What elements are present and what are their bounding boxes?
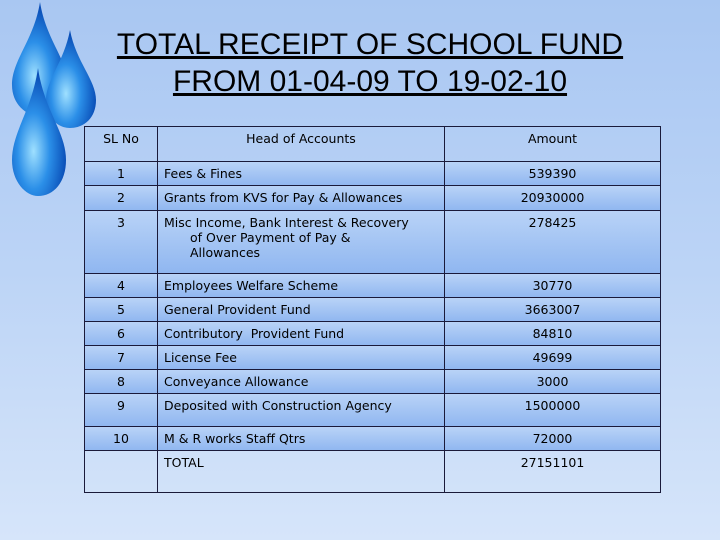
school-fund-table bbox=[84, 126, 661, 493]
sl-cell: 4 bbox=[85, 274, 158, 298]
head-cell: Deposited with Construction Agency bbox=[158, 394, 445, 427]
head-cell: M & R works Staff Qtrs bbox=[158, 427, 445, 451]
head-cell: General Provident Fund bbox=[158, 298, 445, 322]
sl-cell: 6 bbox=[85, 322, 158, 346]
amount-cell: 539390 bbox=[445, 162, 661, 186]
title-line-2: FROM 01-04-09 TO 19-02-10 bbox=[172, 65, 568, 98]
header-sl-no: SL No bbox=[85, 127, 158, 162]
table-row bbox=[85, 274, 661, 298]
sl-cell: 10 bbox=[85, 427, 158, 451]
table-row bbox=[85, 298, 661, 322]
head-text: Allowances bbox=[190, 245, 261, 260]
head-cell bbox=[158, 211, 445, 274]
table-row bbox=[85, 346, 661, 370]
amount-cell: 3000 bbox=[445, 370, 661, 394]
total-label: TOTAL bbox=[158, 451, 445, 493]
header-head-of-accounts: Head of Accounts bbox=[158, 127, 445, 162]
table-row bbox=[85, 427, 661, 451]
sl-cell: 8 bbox=[85, 370, 158, 394]
table-row bbox=[85, 394, 661, 427]
amount-cell: 84810 bbox=[445, 322, 661, 346]
title-line-1: TOTAL RECEIPT OF SCHOOL FUND bbox=[116, 28, 624, 61]
amount-cell: 1500000 bbox=[445, 394, 661, 427]
head-cell: License Fee bbox=[158, 346, 445, 370]
head-text: of Over Payment of Pay & bbox=[190, 230, 351, 245]
table-row bbox=[85, 162, 661, 186]
table-header-row bbox=[85, 127, 661, 162]
header-amount: Amount bbox=[445, 127, 661, 162]
head-cell: Employees Welfare Scheme bbox=[158, 274, 445, 298]
sl-cell: 2 bbox=[85, 186, 158, 211]
sl-cell: 5 bbox=[85, 298, 158, 322]
sl-cell: 7 bbox=[85, 346, 158, 370]
amount-cell: 30770 bbox=[445, 274, 661, 298]
head-cell: Contributory Provident Fund bbox=[158, 322, 445, 346]
empty-cell bbox=[85, 451, 158, 493]
sl-cell: 9 bbox=[85, 394, 158, 427]
table-row bbox=[85, 186, 661, 211]
table-row bbox=[85, 322, 661, 346]
amount-cell: 49699 bbox=[445, 346, 661, 370]
sl-cell: 3 bbox=[85, 211, 158, 274]
amount-cell: 3663007 bbox=[445, 298, 661, 322]
head-cell: Fees & Fines bbox=[158, 162, 445, 186]
amount-cell: 72000 bbox=[445, 427, 661, 451]
head-text: Misc Income, Bank Interest & Recovery bbox=[164, 215, 409, 230]
total-row bbox=[85, 451, 661, 493]
head-cell: Grants from KVS for Pay & Allowances bbox=[158, 186, 445, 211]
total-amount: 27151101 bbox=[445, 451, 661, 493]
head-cell: Conveyance Allowance bbox=[158, 370, 445, 394]
amount-cell: 278425 bbox=[445, 211, 661, 274]
sl-cell: 1 bbox=[85, 162, 158, 186]
amount-cell: 20930000 bbox=[445, 186, 661, 211]
table-row bbox=[85, 370, 661, 394]
table-row bbox=[85, 211, 661, 274]
